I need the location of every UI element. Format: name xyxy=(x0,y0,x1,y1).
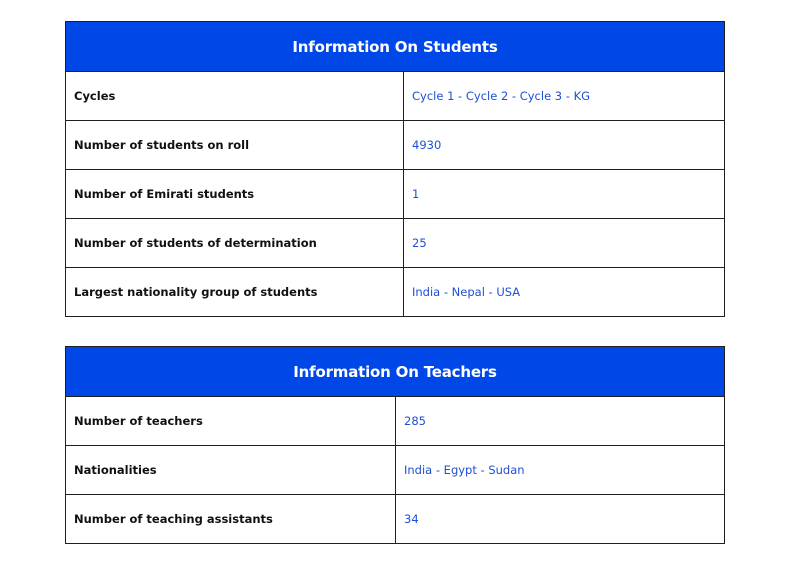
row-value: 1 xyxy=(404,170,725,219)
teachers-info-table xyxy=(65,346,725,544)
teachers-table-title: Information On Teachers xyxy=(66,347,725,397)
row-label: Number of Emirati students xyxy=(66,170,404,219)
row-value: 34 xyxy=(396,495,725,544)
row-label: Number of teaching assistants xyxy=(66,495,396,544)
table-row xyxy=(66,446,725,495)
students-table-title: Information On Students xyxy=(66,22,725,72)
row-value: Cycle 1 - Cycle 2 - Cycle 3 - KG xyxy=(404,72,725,121)
row-value: 25 xyxy=(404,219,725,268)
row-value: India - Nepal - USA xyxy=(404,268,725,317)
row-value: 285 xyxy=(396,397,725,446)
row-value: 4930 xyxy=(404,121,725,170)
row-value: India - Egypt - Sudan xyxy=(396,446,725,495)
table-row xyxy=(66,170,725,219)
table-header-row xyxy=(66,347,725,397)
table-row xyxy=(66,219,725,268)
table-header-row xyxy=(66,22,725,72)
row-label: Cycles xyxy=(66,72,404,121)
row-label: Nationalities xyxy=(66,446,396,495)
table-row xyxy=(66,72,725,121)
table-row xyxy=(66,397,725,446)
row-label: Largest nationality group of students xyxy=(66,268,404,317)
table-row xyxy=(66,121,725,170)
table-row xyxy=(66,268,725,317)
row-label: Number of teachers xyxy=(66,397,396,446)
students-info-table xyxy=(65,21,725,317)
row-label: Number of students of determination xyxy=(66,219,404,268)
row-label: Number of students on roll xyxy=(66,121,404,170)
table-row xyxy=(66,495,725,544)
